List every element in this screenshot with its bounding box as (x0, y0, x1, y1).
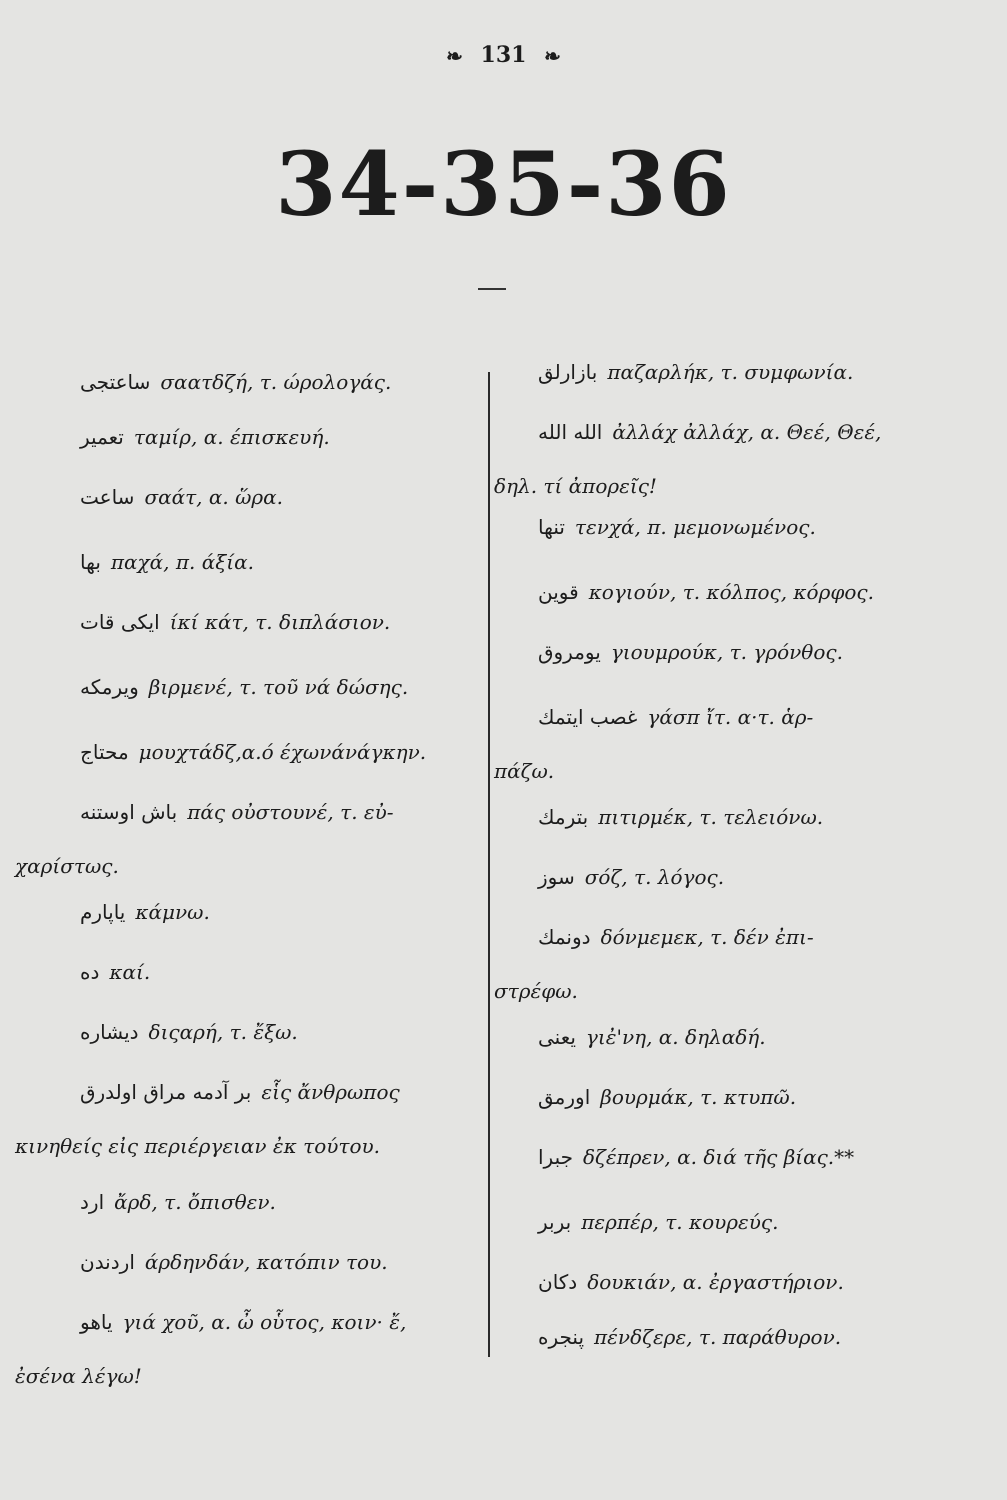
vocab-entry (80, 370, 391, 394)
greek-translation: σαάτ, α. ὥρα. (144, 485, 284, 509)
greek-translation: βιρμενέ, τ. τοῦ νά δώσης. (148, 675, 409, 699)
ornament-right-icon: ❧ (544, 44, 561, 68)
vocab-entry (80, 1190, 276, 1214)
entry-continuation: χαρίστως. (15, 854, 119, 878)
vocab-entry (538, 865, 724, 889)
greek-translation: τενχά, π. μεμονωμένος. (574, 515, 816, 539)
vocab-entry (80, 900, 210, 924)
greek-translation: δουκιάν, α. ἐργαστήριον. (587, 1270, 844, 1294)
arabic-word: بر آدمه مراق اولدرق (80, 1080, 252, 1104)
arabic-word: دکان (538, 1270, 578, 1294)
vocab-entry (80, 425, 330, 449)
greek-translation: σαατδζή, τ. ώρολογάς. (160, 370, 392, 394)
arabic-word: سوز (538, 865, 575, 889)
entry-continuation: κινηθείς εἰς περιέργειαν ἐκ τούτου. (15, 1134, 381, 1158)
vocab-entry (538, 1210, 779, 1234)
arabic-word: دونمك (538, 925, 591, 949)
arabic-word: تنها (538, 515, 565, 539)
arabic-word: یعنی (538, 1025, 576, 1049)
arabic-word: دیشاره (80, 1020, 139, 1044)
greek-translation: κογιούν, τ. κόλπος, κόρφος. (588, 580, 874, 604)
greek-translation: παχά, π. άξία. (110, 550, 254, 574)
vocab-entry (80, 1020, 298, 1044)
arabic-word: الله الله (538, 420, 603, 444)
arabic-word: اردندن (80, 1250, 135, 1274)
greek-translation: δζέπρεν, α. διά τῆς βίας.** (583, 1145, 855, 1169)
vocab-entry (80, 1310, 406, 1334)
vocab-entry (80, 740, 426, 764)
entry-continuation: πάζω. (494, 759, 555, 783)
greek-translation: γιουμρούκ, τ. γρόνθος. (610, 640, 843, 664)
arabic-word: یومروق (538, 640, 601, 664)
arabic-word: ویرمکه (80, 675, 139, 699)
column-divider (488, 372, 490, 1357)
greek-translation: ἀλλάχ ἀλλάχ, α. Θεέ, Θεέ, (612, 420, 882, 444)
vocab-entry (80, 1080, 400, 1104)
ornament-left-icon: ❧ (446, 44, 463, 68)
arabic-word: ارد (80, 1190, 105, 1214)
vocab-entry (538, 1025, 766, 1049)
page-title: 34-35-36 (275, 132, 732, 236)
arabic-word: ساعت (80, 485, 135, 509)
arabic-word: باش اوستنه (80, 800, 178, 824)
greek-translation: εἷς ἄνθρωπος (261, 1080, 400, 1104)
vocab-entry (80, 485, 283, 509)
vocab-entry (538, 580, 874, 604)
greek-translation: γάσπ ἴτ. α·τ. ἁρ- (647, 705, 814, 729)
greek-translation: ἄρδ, τ. ὄπισθεν. (114, 1190, 276, 1214)
arabic-word: بربر (538, 1210, 572, 1234)
greek-translation: πιτιρμέκ, τ. τελειόνω. (598, 805, 824, 829)
arabic-word: بها (80, 550, 101, 574)
entry-continuation: στρέφω. (494, 979, 578, 1003)
arabic-word: محتاج (80, 740, 129, 764)
arabic-word: بترمك (538, 805, 589, 829)
greek-translation: κάμνω. (135, 900, 210, 924)
vocab-entry (538, 805, 823, 829)
greek-translation: πάς οὐστουνέ, τ. εὐ- (187, 800, 394, 824)
greek-translation: σόζ, τ. λόγος. (584, 865, 725, 889)
entry-continuation: ἐσένα λέγω! (15, 1364, 142, 1388)
greek-translation: δόνμεμεκ, τ. δέν ἐπι- (600, 925, 814, 949)
entry-continuation: δηλ. τί ἀπορεῖς! (494, 474, 657, 498)
arabic-word: ساعتجى (80, 370, 151, 394)
greek-translation: παζαρλήκ, τ. συμφωνία. (607, 360, 854, 384)
arabic-word: بازارلق (538, 360, 598, 384)
greek-translation: πένδζερε, τ. παράθυρον. (594, 1325, 842, 1349)
arabic-word: یاپارم (80, 900, 126, 924)
page-header (0, 42, 1007, 68)
vocab-entry (538, 705, 813, 729)
greek-translation: ίκί κάτ, τ. διπλάσιον. (169, 610, 391, 634)
arabic-word: پنجره (538, 1325, 585, 1349)
greek-translation: καί. (109, 960, 151, 984)
vocab-entry (80, 960, 150, 984)
greek-translation: περπέρ, τ. κουρεύς. (581, 1210, 779, 1234)
vocab-entry (80, 1250, 388, 1274)
greek-translation: διςαρή, τ. ἔξω. (148, 1020, 298, 1044)
vocab-entry (80, 800, 394, 824)
arabic-word: غصب ایتمك (538, 705, 638, 729)
vocab-entry (538, 360, 853, 384)
arabic-word: یاهو (80, 1310, 113, 1334)
title-rule (478, 288, 506, 290)
greek-translation: βουρμάκ, τ. κτυπῶ. (600, 1085, 797, 1109)
arabic-word: ایکی قات (80, 610, 160, 634)
vocab-entry (538, 925, 814, 949)
arabic-word: جبرا (538, 1145, 573, 1169)
arabic-word: تعمير (80, 425, 124, 449)
vocab-entry (538, 1325, 841, 1349)
greek-translation: μουχτάδζ,α.ό έχωνάνάγκην. (138, 740, 427, 764)
vocab-entry (538, 420, 881, 444)
arabic-word: اورمق (538, 1085, 591, 1109)
arabic-word: ده (80, 960, 100, 984)
vocab-entry (538, 1085, 796, 1109)
vocab-entry (538, 1145, 854, 1169)
vocab-entry (538, 515, 816, 539)
vocab-entry (80, 610, 390, 634)
vocab-entry (538, 1270, 844, 1294)
arabic-word: قوین (538, 580, 579, 604)
greek-translation: άρδηνδάν, κατόπιν του. (144, 1250, 388, 1274)
vocab-entry (80, 550, 254, 574)
greek-translation: γιά χοῦ, α. ὦ οὗτος, κοιν· ἔ, (122, 1310, 407, 1334)
greek-translation: ταμίρ, α. έπισκευή. (133, 425, 330, 449)
vocab-entry (538, 640, 843, 664)
greek-translation: γιἐ'νη, α. δηλαδή. (585, 1025, 766, 1049)
page-number: 131 (480, 42, 527, 68)
vocab-entry (80, 675, 408, 699)
